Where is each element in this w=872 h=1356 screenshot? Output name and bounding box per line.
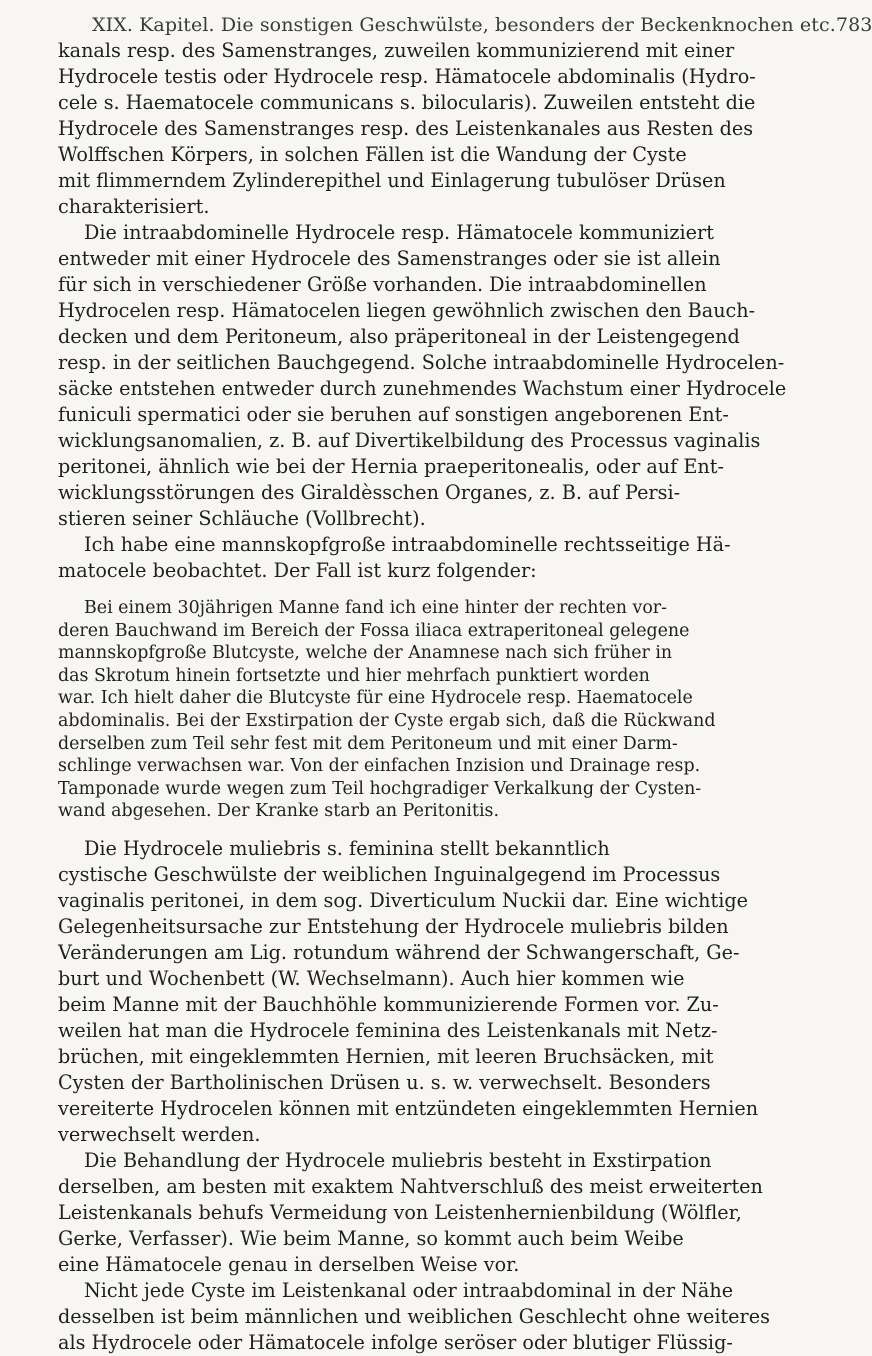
- text-line: charakterisiert.: [58, 195, 210, 218]
- text-line: matocele beobachtet. Der Fall ist kurz folgender:: [58, 559, 537, 582]
- text-line: Veränderungen am Lig. rotundum während der Schwangerschaft, Ge-: [58, 940, 740, 964]
- paragraph-cyste-leistenkanal: [58, 1278, 780, 1356]
- text-line: säcke entstehen entweder durch zunehmendes Wachstum einer Hydrocele: [58, 377, 787, 400]
- text-line: entweder mit einer Hydrocele des Samenstranges oder sie ist allein: [58, 247, 721, 270]
- text-line: verwechselt werden.: [58, 1122, 261, 1146]
- text-line: wand abgesehen. Der Kranke starb an Peritonitis.: [58, 801, 499, 822]
- text-line: schlinge verwachsen war. Von der einfachen Inzision und Drainage resp.: [58, 756, 701, 777]
- text-line: Die Behandlung der Hydrocele muliebris besteht in Exstirpation: [84, 1148, 712, 1172]
- text-line: Gelegenheitsursache zur Entstehung der Hydrocele muliebris bilden: [58, 914, 729, 938]
- body-text: [58, 38, 787, 1356]
- page-header: [92, 14, 872, 36]
- text-line: Wolffschen Körpers, in solchen Fällen ist die Wandung der Cyste: [58, 143, 687, 166]
- text-line: weilen hat man die Hydrocele feminina des Leistenkanals mit Netz-: [58, 1018, 718, 1042]
- text-line: decken und dem Peritoneum, also präperitoneal in der Leistengegend: [58, 325, 740, 348]
- text-line: Tamponade wurde wegen zum Teil hochgradiger Verkalkung der Cysten-: [58, 778, 702, 799]
- text-line: derselben, am besten mit exaktem Nahtverschluß des meist erweiterten: [58, 1174, 763, 1198]
- text-line: brüchen, mit eingeklemmten Hernien, mit leeren Bruchsäcken, mit: [58, 1044, 714, 1068]
- text-line: für sich in verschiedener Größe vorhanden. Die intraabdominellen: [58, 273, 707, 296]
- text-line: cele s. Haematocele communicans s. bilocularis). Zuweilen entsteht die: [58, 91, 756, 114]
- paragraph-samenstrang: [58, 38, 780, 220]
- paragraph-hydrocele-muliebris: [58, 836, 780, 1148]
- text-line: Hydrocele testis oder Hydrocele resp. Hämatocele abdominalis (Hydro-: [58, 65, 756, 88]
- text-line: Die intraabdominelle Hydrocele resp. Hämatocele kommuniziert: [84, 221, 714, 244]
- text-line: war. Ich hielt daher die Blutcyste für eine Hydrocele resp. Haematocele: [58, 688, 693, 709]
- text-line: kanals resp. des Samenstranges, zuweilen kommunizierend mit einer: [58, 39, 735, 62]
- text-line: desselben ist beim männlichen und weiblichen Geschlecht ohne weiteres: [58, 1304, 770, 1328]
- text-line: peritonei, ähnlich wie bei der Hernia praeperitonealis, oder auf Ent-: [58, 455, 724, 478]
- text-line: Hydrocele des Samenstranges resp. des Leistenkanales aus Resten des: [58, 117, 754, 140]
- text-line: wicklungsstörungen des Giraldèsschen Organes, z. B. auf Persi-: [58, 481, 681, 504]
- text-line: stieren seiner Schläuche (Vollbrecht).: [58, 507, 426, 530]
- text-line: Hydrocelen resp. Hämatocelen liegen gewöhnlich zwischen den Bauch-: [58, 299, 756, 322]
- text-line: vereiterte Hydrocelen können mit entzündeten eingeklemmten Hernien: [58, 1096, 759, 1120]
- text-line: mit flimmerndem Zylinderepithel und Einlagerung tubulöser Drüsen: [58, 169, 726, 192]
- text-line: wicklungsanomalien, z. B. auf Divertikelbildung des Processus vaginalis: [58, 429, 761, 452]
- text-line: Die Hydrocele muliebris s. feminina stellt bekanntlich: [84, 836, 610, 860]
- paragraph-intraabdominelle: [58, 220, 787, 532]
- paragraph-own-case-intro: [58, 532, 780, 584]
- running-head: XIX. Kapitel. Die sonstigen Geschwülste, besonders der Beckenknochen etc.: [92, 14, 836, 36]
- text-line: burt und Wochenbett (W. Wechselmann). Auch hier kommen wie: [58, 966, 685, 990]
- text-line: Bei einem 30jährigen Manne fand ich eine hinter der rechten vor-: [84, 598, 667, 618]
- text-line: Nicht jede Cyste im Leistenkanal oder intraabdominal in der Nähe: [84, 1278, 734, 1302]
- case-report: [58, 597, 780, 823]
- text-line: cystische Geschwülste der weiblichen Inguinalgegend im Processus: [58, 862, 721, 886]
- text-line: mannskopfgroße Blutcyste, welche der Anamnese nach sich früher in: [58, 643, 673, 664]
- text-line: deren Bauchwand im Bereich der Fossa iliaca extraperitoneal gelegene: [58, 620, 690, 641]
- text-line: als Hydrocele oder Hämatocele infolge seröser oder blutiger Flüssig-: [58, 1330, 733, 1354]
- text-line: Leistenkanals behufs Vermeidung von Leistenhernienbildung (Wölfler,: [58, 1200, 742, 1224]
- text-line: eine Hämatocele genau in derselben Weise vor.: [58, 1252, 520, 1276]
- text-line: Ich habe eine mannskopfgroße intraabdominelle rechtsseitige Hä-: [84, 533, 731, 556]
- text-line: resp. in der seitlichen Bauchgegend. Solche intraabdominelle Hydrocelen-: [58, 351, 785, 374]
- text-line: abdominalis. Bei der Exstirpation der Cyste ergab sich, daß die Rückwand: [58, 710, 716, 731]
- text-line: Gerke, Verfasser). Wie beim Manne, so kommt auch beim Weibe: [58, 1226, 684, 1250]
- text-line: beim Manne mit der Bauchhöhle kommunizierende Formen vor. Zu-: [58, 992, 719, 1016]
- text-line: vaginalis peritonei, in dem sog. Diverticulum Nuckii dar. Eine wichtige: [58, 888, 748, 912]
- text-line: das Skrotum hinein fortsetzte und hier mehrfach punktiert worden: [58, 665, 650, 686]
- page-number: 783: [835, 14, 872, 36]
- text-line: derselben zum Teil sehr fest mit dem Peritoneum und mit einer Darm-: [58, 733, 678, 754]
- text-line: funiculi spermatici oder sie beruhen auf sonstigen angeborenen Ent-: [58, 403, 729, 426]
- text-line: Cysten der Bartholinischen Drüsen u. s. w. verwechselt. Besonders: [58, 1070, 711, 1094]
- paragraph-behandlung: [58, 1148, 780, 1278]
